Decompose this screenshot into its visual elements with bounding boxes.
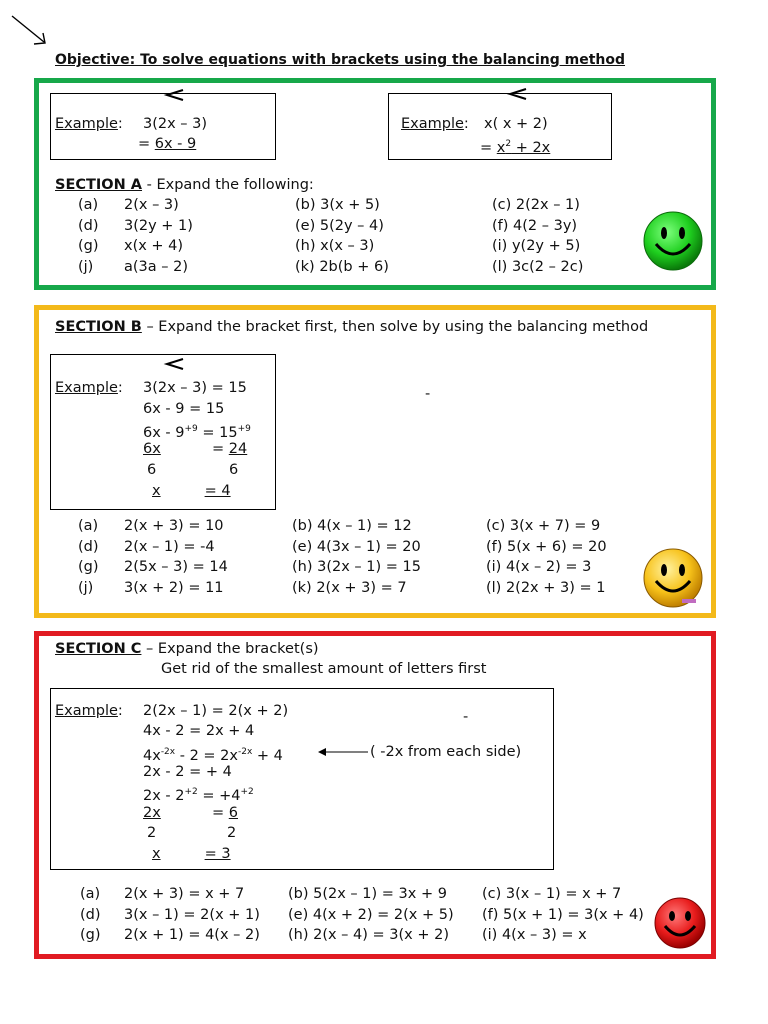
- problem-item: (e) 5(2y – 4): [295, 217, 384, 234]
- section-a-instruction: - Expand the following:: [142, 177, 314, 193]
- arrow-marker-icon: [163, 356, 187, 372]
- problem-item: (c) 2(2x – 1): [492, 197, 580, 213]
- arrow-marker-icon: [506, 86, 530, 102]
- problem-letter: (a): [78, 518, 99, 534]
- problem-letter: (d): [78, 217, 99, 234]
- objective-title: Objective: To solve equations with brackets using the balancing method: [55, 52, 626, 68]
- problem-letter: (g): [80, 927, 101, 943]
- problem-item: 2(x + 1) = 4(x – 2): [124, 927, 260, 943]
- problem-item: 2(x – 3): [124, 197, 179, 213]
- example-label: Example: [55, 380, 118, 396]
- problem-item: (b) 3(x + 5): [295, 197, 380, 213]
- example-2-line-2: $x^2 + 2x$: [496, 139, 551, 156]
- problem-item: 2(x + 3) = x + 7: [124, 886, 245, 902]
- b-example-line-4b: = 24: [212, 441, 248, 457]
- left-arrow-icon: [318, 745, 370, 759]
- problem-item: (c) 3(x + 7) = 9: [486, 518, 601, 534]
- b-example-line-5b: 6: [229, 462, 239, 478]
- c-example-line-7b: 2: [227, 825, 237, 841]
- problem-item: (i) 4(x – 3) = x: [482, 927, 587, 943]
- problem-item: (k) 2b(b + 6): [295, 258, 389, 275]
- problem-item: (l) 2(2x + 3) = 1: [486, 579, 606, 596]
- problem-item: 2(x + 3) = 10: [124, 518, 224, 534]
- example-label: Example: [401, 116, 464, 132]
- problem-letter: (g): [78, 559, 99, 575]
- problem-item: (h) 2(x – 4) = 3(x + 2): [288, 927, 450, 943]
- c-example-line-8: x = 3: [152, 846, 231, 862]
- section-c-heading: SECTION C: [55, 641, 142, 657]
- example-2-line-1: x( x + 2): [484, 116, 548, 132]
- problem-item: (h) 3(2x – 1) = 15: [292, 559, 421, 575]
- problem-item: (k) 2(x + 3) = 7: [292, 579, 407, 596]
- problem-letter: (d): [78, 538, 99, 555]
- problem-item: (i) 4(x – 2) = 3: [486, 559, 592, 575]
- problem-item: (b) 4(x – 1) = 12: [292, 518, 412, 534]
- c-example-line-4: 2x - 2 = + 4: [143, 764, 232, 780]
- problem-item: 3(x + 2) = 11: [124, 579, 224, 596]
- b-example-line-6: x = 4: [152, 483, 231, 499]
- stray-dash: -: [425, 386, 431, 402]
- arrow-marker-icon: [163, 87, 187, 103]
- problem-item: (l) 3c(2 – 2c): [492, 258, 584, 275]
- problem-item: (b) 5(2x – 1) = 3x + 9: [288, 886, 447, 902]
- problem-item: (e) 4(3x – 1) = 20: [292, 538, 421, 555]
- c-example-line-7a: 2: [147, 825, 157, 841]
- section-a-heading: SECTION A: [55, 177, 143, 193]
- example-label: Example: [55, 116, 118, 132]
- problem-item: (c) 3(x – 1) = x + 7: [482, 886, 622, 902]
- c-example-line-6b: = 6: [212, 805, 238, 821]
- section-b-heading: SECTION B: [55, 319, 142, 335]
- problem-item: (f) 5(x + 1) = 3(x + 4): [482, 906, 644, 923]
- problem-letter: (a): [78, 197, 99, 213]
- problem-item: 3(2y + 1): [124, 217, 193, 234]
- section-c-instruction-2: Get rid of the smallest amount of letters first: [161, 661, 487, 677]
- problem-item: x(x + 4): [124, 238, 184, 254]
- red-smiley-icon: [653, 896, 707, 950]
- green-smiley-icon: [642, 210, 704, 272]
- problem-item: (i) y(2y + 5): [492, 238, 581, 254]
- problem-item: 2(5x – 3) = 14: [124, 559, 228, 575]
- b-example-line-5a: 6: [147, 462, 157, 478]
- problem-item: a(3a – 2): [124, 258, 189, 275]
- b-example-line-3: $6x - 9^{+9} = 15^{+9}$: [143, 424, 251, 441]
- section-c-instruction-1: – Expand the bracket(s): [141, 641, 319, 657]
- b-example-line-1: 3(2x – 3) = 15: [143, 380, 247, 396]
- c-example-line-1: 2(2x – 1) = 2(x + 2): [143, 703, 289, 719]
- problem-letter: (g): [78, 238, 99, 254]
- problem-letter: (d): [80, 906, 101, 923]
- c-example-line-2: 4x - 2 = 2x + 4: [143, 723, 255, 739]
- problem-letter: (a): [80, 886, 101, 902]
- example-label: Example: [55, 703, 118, 719]
- example-1-line-2: 6x - 9: [154, 136, 197, 152]
- c-example-line-5: $2x - 2^{+2} = +4^{+2}$: [143, 787, 254, 804]
- problem-item: (f) 5(x + 6) = 20: [486, 538, 607, 555]
- yellow-smiley-icon: [642, 547, 704, 609]
- example-1-line-1: 3(2x – 3): [143, 116, 208, 132]
- problem-item: 2(x – 1) = -4: [124, 538, 215, 555]
- problem-letter: (j): [78, 258, 94, 275]
- problem-letter: (j): [78, 579, 94, 596]
- corner-arrow-icon: [10, 14, 50, 48]
- section-c-example-box: [50, 688, 554, 870]
- section-b-instruction: – Expand the bracket first, then solve by using the balancing method: [141, 319, 649, 335]
- problem-item: (f) 4(2 – 3y): [492, 217, 578, 234]
- b-example-line-4a: 6x: [143, 441, 161, 457]
- c-example-line-3: $4x^{-2x} - 2 = 2x^{-2x} + 4$: [143, 747, 283, 764]
- b-example-line-2: 6x - 9 = 15: [143, 401, 225, 417]
- problem-item: (e) 4(x + 2) = 2(x + 5): [288, 906, 454, 923]
- c-example-note: ( -2x from each side): [370, 744, 522, 760]
- problem-item: 3(x – 1) = 2(x + 1): [124, 906, 260, 923]
- stray-dash: -: [463, 709, 469, 725]
- problem-item: (h) x(x – 3): [295, 238, 375, 254]
- c-example-line-6a: 2x: [143, 805, 161, 821]
